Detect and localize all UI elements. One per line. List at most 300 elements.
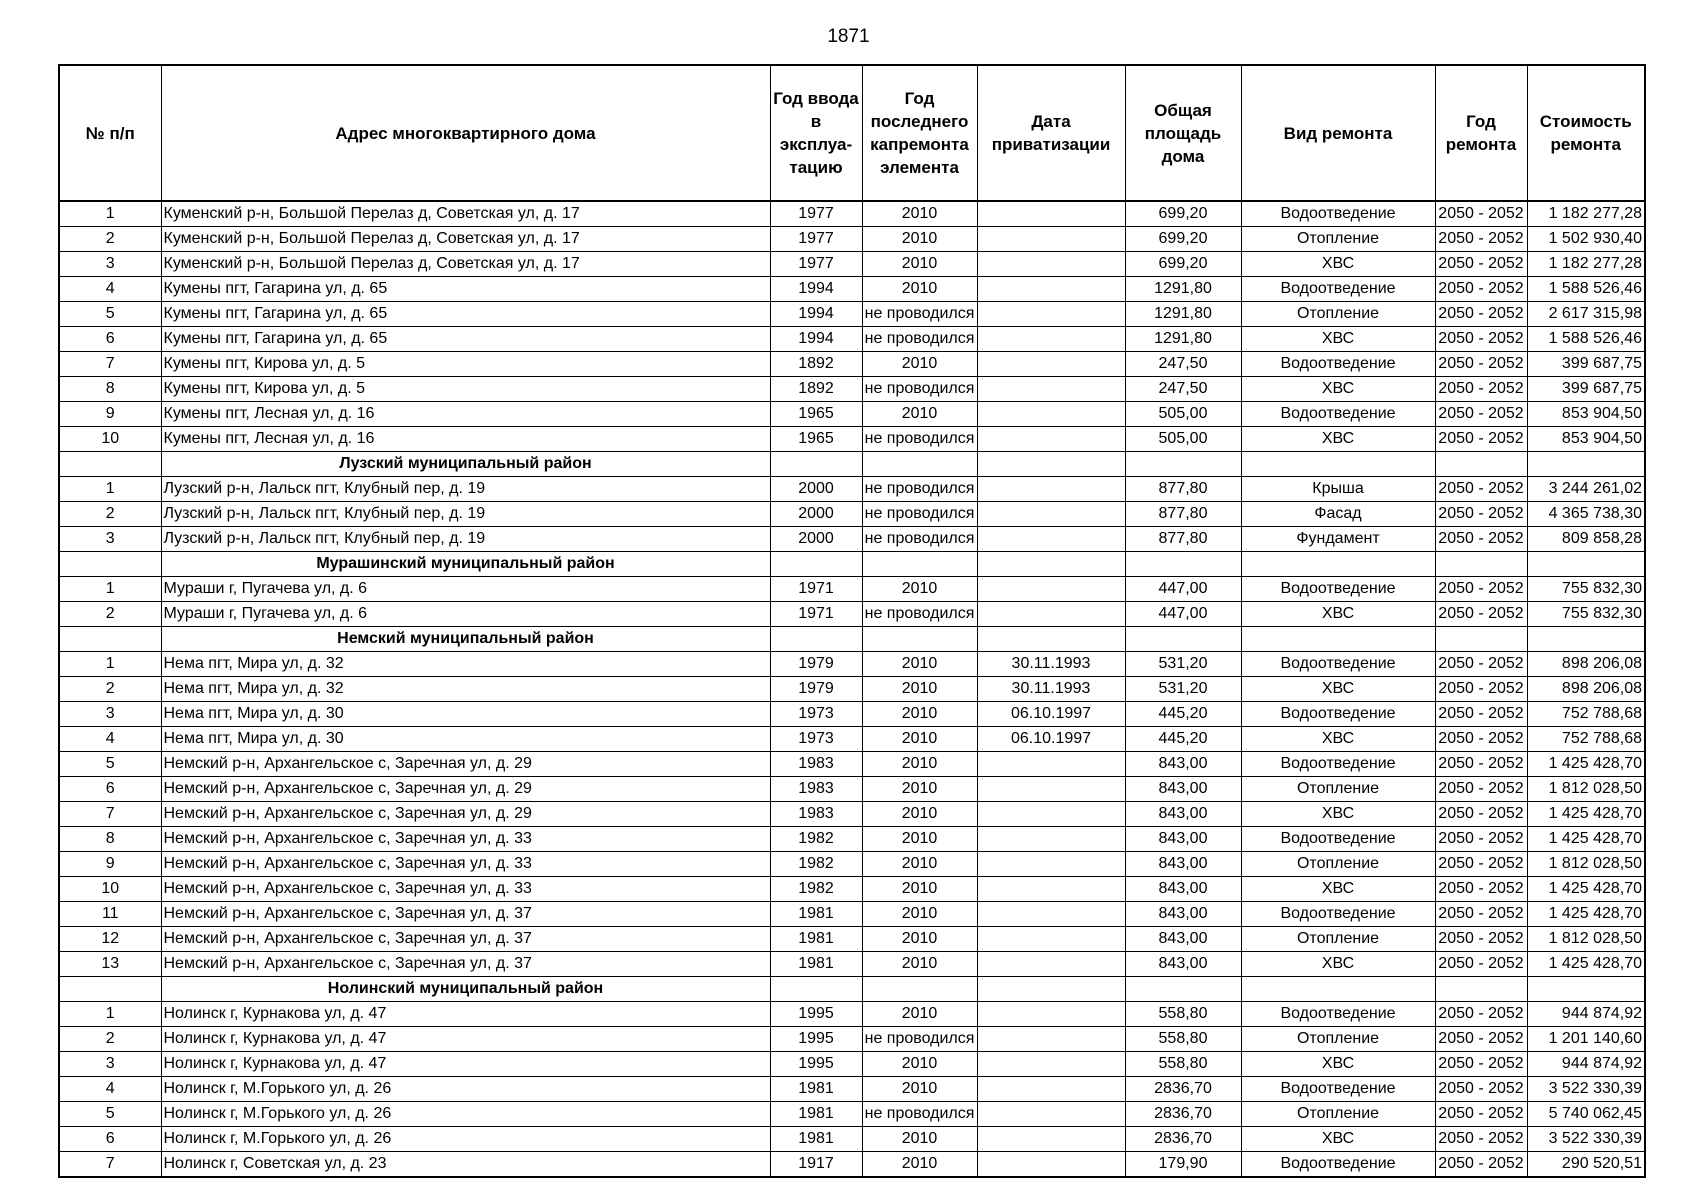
row-cost: 3 244 261,02 — [1527, 477, 1645, 502]
row-number: 3 — [59, 252, 161, 277]
row-address: Нема пгт, Мира ул, д. 32 — [161, 677, 770, 702]
row-year-built: 1981 — [770, 1102, 862, 1127]
row-address: Немский р-н, Архангельское с, Заречная ул, д. 33 — [161, 877, 770, 902]
row-cost: 2 617 315,98 — [1527, 302, 1645, 327]
table-row — [59, 752, 1645, 777]
row-repair-years: 2050 - 2052 — [1435, 602, 1527, 627]
row-last-repair-year: 2010 — [862, 952, 977, 977]
row-last-repair-year: 2010 — [862, 201, 977, 227]
row-address: Куменский р-н, Большой Перелаз д, Советская ул, д. 17 — [161, 252, 770, 277]
row-repair-years: 2050 - 2052 — [1435, 677, 1527, 702]
row-repair-type: ХВС — [1241, 1052, 1435, 1077]
row-privatization-date: 30.11.1993 — [977, 652, 1125, 677]
row-number: 1 — [59, 477, 161, 502]
row-total-area: 843,00 — [1125, 877, 1241, 902]
table-row — [59, 902, 1645, 927]
header-cost: Стоимость ремонта — [1527, 65, 1645, 201]
row-repair-years: 2050 - 2052 — [1435, 327, 1527, 352]
row-total-area: 505,00 — [1125, 402, 1241, 427]
section-title: Мурашинский муниципальный район — [161, 552, 770, 577]
table-row — [59, 852, 1645, 877]
row-number: 2 — [59, 502, 161, 527]
row-privatization-date — [977, 302, 1125, 327]
row-repair-years: 2050 - 2052 — [1435, 927, 1527, 952]
row-address: Нолинск г, Курнакова ул, д. 47 — [161, 1052, 770, 1077]
row-address: Немский р-н, Архангельское с, Заречная ул, д. 29 — [161, 802, 770, 827]
row-total-area: 2836,70 — [1125, 1077, 1241, 1102]
row-total-area: 699,20 — [1125, 252, 1241, 277]
table-row — [59, 802, 1645, 827]
row-total-area: 558,80 — [1125, 1002, 1241, 1027]
row-year-built: 1979 — [770, 677, 862, 702]
row-number: 6 — [59, 1127, 161, 1152]
row-total-area: 699,20 — [1125, 227, 1241, 252]
table-row — [59, 1127, 1645, 1152]
row-last-repair-year: 2010 — [862, 802, 977, 827]
row-repair-years: 2050 - 2052 — [1435, 752, 1527, 777]
header-year-built: Год ввода в эксплуа-тацию — [770, 65, 862, 201]
row-number: 1 — [59, 1002, 161, 1027]
row-last-repair-year: 2010 — [862, 252, 977, 277]
row-repair-type: Отопление — [1241, 227, 1435, 252]
row-total-area: 2836,70 — [1125, 1102, 1241, 1127]
section-empty-cell — [1435, 627, 1527, 652]
row-last-repair-year: 2010 — [862, 1002, 977, 1027]
table-row — [59, 677, 1645, 702]
table-row — [59, 252, 1645, 277]
row-address: Немский р-н, Архангельское с, Заречная ул, д. 29 — [161, 777, 770, 802]
row-last-repair-year: 2010 — [862, 902, 977, 927]
row-total-area: 445,20 — [1125, 702, 1241, 727]
row-repair-type: Водоотведение — [1241, 702, 1435, 727]
row-cost: 809 858,28 — [1527, 527, 1645, 552]
row-total-area: 843,00 — [1125, 952, 1241, 977]
section-empty-cell — [1435, 977, 1527, 1002]
row-total-area: 447,00 — [1125, 602, 1241, 627]
row-privatization-date — [977, 577, 1125, 602]
row-total-area: 877,80 — [1125, 477, 1241, 502]
row-last-repair-year: 2010 — [862, 727, 977, 752]
table-row — [59, 402, 1645, 427]
row-privatization-date — [977, 952, 1125, 977]
row-repair-type: Водоотведение — [1241, 1152, 1435, 1178]
section-row — [59, 452, 1645, 477]
table-row — [59, 827, 1645, 852]
row-address: Нолинск г, М.Горького ул, д. 26 — [161, 1077, 770, 1102]
row-privatization-date — [977, 827, 1125, 852]
row-repair-years: 2050 - 2052 — [1435, 1127, 1527, 1152]
row-address: Кумены пгт, Гагарина ул, д. 65 — [161, 302, 770, 327]
row-repair-years: 2050 - 2052 — [1435, 302, 1527, 327]
row-address: Куменский р-н, Большой Перелаз д, Советская ул, д. 17 — [161, 227, 770, 252]
row-repair-years: 2050 - 2052 — [1435, 577, 1527, 602]
row-cost: 1 425 428,70 — [1527, 827, 1645, 852]
row-year-built: 1892 — [770, 377, 862, 402]
row-last-repair-year: 2010 — [862, 827, 977, 852]
row-repair-years: 2050 - 2052 — [1435, 477, 1527, 502]
section-empty-cell — [862, 552, 977, 577]
row-total-area: 531,20 — [1125, 652, 1241, 677]
section-empty-cell — [770, 977, 862, 1002]
row-repair-years: 2050 - 2052 — [1435, 1102, 1527, 1127]
table-row — [59, 702, 1645, 727]
repair-registry-table — [58, 64, 1646, 1178]
section-empty-cell — [1527, 627, 1645, 652]
section-empty-cell — [977, 627, 1125, 652]
row-repair-years: 2050 - 2052 — [1435, 252, 1527, 277]
row-address: Нолинск г, М.Горького ул, д. 26 — [161, 1127, 770, 1152]
row-cost: 290 520,51 — [1527, 1152, 1645, 1178]
row-year-built: 1965 — [770, 427, 862, 452]
row-cost: 752 788,68 — [1527, 727, 1645, 752]
row-year-built: 1994 — [770, 277, 862, 302]
row-privatization-date — [977, 252, 1125, 277]
row-year-built: 1977 — [770, 201, 862, 227]
row-address: Нолинск г, М.Горького ул, д. 26 — [161, 1102, 770, 1127]
row-year-built: 1995 — [770, 1027, 862, 1052]
table-row — [59, 777, 1645, 802]
section-empty-cell — [770, 627, 862, 652]
section-empty-cell — [1435, 452, 1527, 477]
row-total-area: 843,00 — [1125, 752, 1241, 777]
row-repair-years: 2050 - 2052 — [1435, 1152, 1527, 1178]
row-year-built: 1973 — [770, 727, 862, 752]
row-address: Нолинск г, Курнакова ул, д. 47 — [161, 1027, 770, 1052]
row-cost: 1 425 428,70 — [1527, 877, 1645, 902]
row-number: 7 — [59, 802, 161, 827]
table-row — [59, 352, 1645, 377]
row-address: Мураши г, Пугачева ул, д. 6 — [161, 602, 770, 627]
row-year-built: 1917 — [770, 1152, 862, 1178]
section-empty-cell — [1125, 977, 1241, 1002]
row-repair-type: Водоотведение — [1241, 352, 1435, 377]
row-privatization-date — [977, 527, 1125, 552]
row-privatization-date — [977, 1127, 1125, 1152]
row-year-built: 1977 — [770, 227, 862, 252]
table-row — [59, 1152, 1645, 1178]
row-last-repair-year: 2010 — [862, 702, 977, 727]
row-last-repair-year: не проводился — [862, 1027, 977, 1052]
table-row — [59, 227, 1645, 252]
row-cost: 853 904,50 — [1527, 427, 1645, 452]
row-number: 9 — [59, 852, 161, 877]
table-row — [59, 927, 1645, 952]
row-address: Немский р-н, Архангельское с, Заречная ул, д. 29 — [161, 752, 770, 777]
section-empty-cell — [1125, 552, 1241, 577]
row-privatization-date — [977, 427, 1125, 452]
row-number: 6 — [59, 777, 161, 802]
row-repair-years: 2050 - 2052 — [1435, 527, 1527, 552]
row-address: Кумены пгт, Гагарина ул, д. 65 — [161, 277, 770, 302]
row-number: 2 — [59, 227, 161, 252]
row-repair-type: Отопление — [1241, 852, 1435, 877]
row-number: 13 — [59, 952, 161, 977]
row-year-built: 2000 — [770, 527, 862, 552]
row-number: 1 — [59, 577, 161, 602]
row-cost: 1 425 428,70 — [1527, 952, 1645, 977]
row-repair-years: 2050 - 2052 — [1435, 802, 1527, 827]
row-number: 4 — [59, 277, 161, 302]
row-last-repair-year: не проводился — [862, 502, 977, 527]
row-privatization-date — [977, 1077, 1125, 1102]
table-row — [59, 602, 1645, 627]
row-repair-years: 2050 - 2052 — [1435, 277, 1527, 302]
row-privatization-date — [977, 777, 1125, 802]
row-privatization-date — [977, 352, 1125, 377]
row-year-built: 1981 — [770, 902, 862, 927]
row-repair-type: Отопление — [1241, 1027, 1435, 1052]
row-address: Нема пгт, Мира ул, д. 30 — [161, 702, 770, 727]
row-total-area: 1291,80 — [1125, 302, 1241, 327]
row-address: Лузский р-н, Лальск пгт, Клубный пер, д. 19 — [161, 477, 770, 502]
row-year-built: 1977 — [770, 252, 862, 277]
table-row — [59, 652, 1645, 677]
section-empty-cell — [1527, 552, 1645, 577]
row-privatization-date — [977, 1052, 1125, 1077]
row-repair-type: Отопление — [1241, 302, 1435, 327]
row-repair-years: 2050 - 2052 — [1435, 852, 1527, 877]
row-cost: 1 201 140,60 — [1527, 1027, 1645, 1052]
row-repair-type: ХВС — [1241, 602, 1435, 627]
row-address: Кумены пгт, Гагарина ул, д. 65 — [161, 327, 770, 352]
section-row — [59, 627, 1645, 652]
row-number: 11 — [59, 902, 161, 927]
row-repair-type: Отопление — [1241, 927, 1435, 952]
row-number: 3 — [59, 527, 161, 552]
row-privatization-date — [977, 402, 1125, 427]
row-repair-type: Водоотведение — [1241, 201, 1435, 227]
row-address: Немский р-н, Архангельское с, Заречная ул, д. 37 — [161, 952, 770, 977]
page-number: 1871 — [827, 26, 870, 47]
table-row — [59, 577, 1645, 602]
table-row — [59, 1102, 1645, 1127]
section-empty-cell — [1527, 452, 1645, 477]
row-year-built: 1981 — [770, 927, 862, 952]
row-last-repair-year: 2010 — [862, 277, 977, 302]
row-year-built: 1971 — [770, 602, 862, 627]
row-number: 9 — [59, 402, 161, 427]
section-empty-cell — [1241, 627, 1435, 652]
row-total-area: 843,00 — [1125, 802, 1241, 827]
row-repair-type: Фундамент — [1241, 527, 1435, 552]
row-repair-type: ХВС — [1241, 1127, 1435, 1152]
row-last-repair-year: не проводился — [862, 377, 977, 402]
row-number: 1 — [59, 652, 161, 677]
row-total-area: 505,00 — [1125, 427, 1241, 452]
row-cost: 3 522 330,39 — [1527, 1077, 1645, 1102]
row-repair-type: Водоотведение — [1241, 402, 1435, 427]
row-repair-type: ХВС — [1241, 727, 1435, 752]
row-repair-years: 2050 - 2052 — [1435, 952, 1527, 977]
section-empty-cell — [59, 552, 161, 577]
row-cost: 399 687,75 — [1527, 377, 1645, 402]
row-cost: 1 588 526,46 — [1527, 277, 1645, 302]
row-number: 2 — [59, 677, 161, 702]
row-last-repair-year: не проводился — [862, 1102, 977, 1127]
row-cost: 944 874,92 — [1527, 1052, 1645, 1077]
header-repair-years: Год ремонта — [1435, 65, 1527, 201]
row-number: 10 — [59, 877, 161, 902]
row-last-repair-year: 2010 — [862, 227, 977, 252]
row-last-repair-year: не проводился — [862, 327, 977, 352]
section-empty-cell — [1241, 452, 1435, 477]
section-empty-cell — [770, 452, 862, 477]
row-repair-type: Водоотведение — [1241, 577, 1435, 602]
table-row — [59, 302, 1645, 327]
row-number: 10 — [59, 427, 161, 452]
row-repair-type: Водоотведение — [1241, 277, 1435, 302]
row-total-area: 843,00 — [1125, 827, 1241, 852]
row-last-repair-year: 2010 — [862, 402, 977, 427]
row-total-area: 445,20 — [1125, 727, 1241, 752]
row-privatization-date — [977, 1102, 1125, 1127]
row-address: Немский р-н, Архангельское с, Заречная ул, д. 33 — [161, 852, 770, 877]
table-row — [59, 527, 1645, 552]
row-repair-type: Водоотведение — [1241, 752, 1435, 777]
row-cost: 853 904,50 — [1527, 402, 1645, 427]
row-privatization-date — [977, 1152, 1125, 1178]
row-number: 8 — [59, 377, 161, 402]
section-title: Немский муниципальный район — [161, 627, 770, 652]
row-cost: 1 425 428,70 — [1527, 902, 1645, 927]
row-year-built: 1979 — [770, 652, 862, 677]
section-empty-cell — [770, 552, 862, 577]
header-repair-type: Вид ремонта — [1241, 65, 1435, 201]
row-repair-years: 2050 - 2052 — [1435, 727, 1527, 752]
row-privatization-date — [977, 852, 1125, 877]
row-cost: 4 365 738,30 — [1527, 502, 1645, 527]
row-total-area: 1291,80 — [1125, 277, 1241, 302]
row-privatization-date — [977, 377, 1125, 402]
row-cost: 1 182 277,28 — [1527, 252, 1645, 277]
row-year-built: 1983 — [770, 802, 862, 827]
row-address: Немский р-н, Архангельское с, Заречная ул, д. 37 — [161, 927, 770, 952]
row-repair-years: 2050 - 2052 — [1435, 652, 1527, 677]
row-last-repair-year: 2010 — [862, 577, 977, 602]
section-empty-cell — [59, 977, 161, 1002]
row-address: Нема пгт, Мира ул, д. 32 — [161, 652, 770, 677]
row-repair-years: 2050 - 2052 — [1435, 402, 1527, 427]
row-last-repair-year: 2010 — [862, 1077, 977, 1102]
row-cost: 1 425 428,70 — [1527, 752, 1645, 777]
row-year-built: 1983 — [770, 752, 862, 777]
row-privatization-date — [977, 877, 1125, 902]
row-last-repair-year: 2010 — [862, 927, 977, 952]
section-empty-cell — [862, 977, 977, 1002]
row-year-built: 1995 — [770, 1052, 862, 1077]
table-row — [59, 952, 1645, 977]
row-year-built: 1965 — [770, 402, 862, 427]
row-cost: 898 206,08 — [1527, 677, 1645, 702]
row-year-built: 1981 — [770, 952, 862, 977]
row-number: 2 — [59, 1027, 161, 1052]
row-cost: 1 812 028,50 — [1527, 777, 1645, 802]
row-repair-type: Водоотведение — [1241, 652, 1435, 677]
row-last-repair-year: 2010 — [862, 1152, 977, 1178]
table-row — [59, 1002, 1645, 1027]
section-empty-cell — [977, 452, 1125, 477]
row-year-built: 1982 — [770, 827, 862, 852]
row-number: 12 — [59, 927, 161, 952]
section-empty-cell — [862, 452, 977, 477]
row-repair-years: 2050 - 2052 — [1435, 502, 1527, 527]
row-total-area: 247,50 — [1125, 352, 1241, 377]
row-last-repair-year: не проводился — [862, 477, 977, 502]
section-empty-cell — [862, 627, 977, 652]
row-last-repair-year: 2010 — [862, 652, 977, 677]
row-year-built: 1994 — [770, 302, 862, 327]
row-total-area: 1291,80 — [1125, 327, 1241, 352]
section-empty-cell — [1125, 627, 1241, 652]
header-total-area: Общая площадь дома — [1125, 65, 1241, 201]
row-number: 3 — [59, 1052, 161, 1077]
header-num: № п/п — [59, 65, 161, 201]
section-empty-cell — [59, 627, 161, 652]
row-address: Мураши г, Пугачева ул, д. 6 — [161, 577, 770, 602]
row-repair-years: 2050 - 2052 — [1435, 377, 1527, 402]
row-repair-type: ХВС — [1241, 877, 1435, 902]
row-year-built: 1892 — [770, 352, 862, 377]
row-repair-years: 2050 - 2052 — [1435, 1077, 1527, 1102]
row-cost: 944 874,92 — [1527, 1002, 1645, 1027]
row-cost: 1 425 428,70 — [1527, 802, 1645, 827]
row-number: 5 — [59, 1102, 161, 1127]
row-total-area: 447,00 — [1125, 577, 1241, 602]
row-cost: 1 588 526,46 — [1527, 327, 1645, 352]
row-repair-type: ХВС — [1241, 327, 1435, 352]
row-total-area: 843,00 — [1125, 902, 1241, 927]
section-empty-cell — [977, 977, 1125, 1002]
row-last-repair-year: 2010 — [862, 1127, 977, 1152]
row-privatization-date — [977, 477, 1125, 502]
section-row — [59, 977, 1645, 1002]
row-year-built: 1981 — [770, 1127, 862, 1152]
row-repair-type: Крыша — [1241, 477, 1435, 502]
row-number: 8 — [59, 827, 161, 852]
row-privatization-date — [977, 1002, 1125, 1027]
table-row — [59, 877, 1645, 902]
table-row — [59, 201, 1645, 227]
row-repair-years: 2050 - 2052 — [1435, 827, 1527, 852]
table-row — [59, 1077, 1645, 1102]
row-repair-years: 2050 - 2052 — [1435, 777, 1527, 802]
row-address: Кумены пгт, Лесная ул, д. 16 — [161, 402, 770, 427]
table-row — [59, 477, 1645, 502]
row-total-area: 2836,70 — [1125, 1127, 1241, 1152]
row-repair-type: Водоотведение — [1241, 902, 1435, 927]
row-repair-years: 2050 - 2052 — [1435, 1027, 1527, 1052]
row-number: 3 — [59, 702, 161, 727]
row-year-built: 1971 — [770, 577, 862, 602]
row-repair-type: ХВС — [1241, 677, 1435, 702]
row-total-area: 843,00 — [1125, 777, 1241, 802]
row-last-repair-year: 2010 — [862, 752, 977, 777]
row-cost: 1 502 930,40 — [1527, 227, 1645, 252]
row-cost: 752 788,68 — [1527, 702, 1645, 727]
header-row — [59, 65, 1645, 201]
row-privatization-date — [977, 227, 1125, 252]
row-cost: 3 522 330,39 — [1527, 1127, 1645, 1152]
row-repair-type: ХВС — [1241, 427, 1435, 452]
row-repair-type: Водоотведение — [1241, 827, 1435, 852]
row-last-repair-year: не проводился — [862, 602, 977, 627]
table-body — [59, 201, 1645, 1177]
row-address: Нолинск г, Советская ул, д. 23 — [161, 1152, 770, 1178]
section-title: Лузский муниципальный район — [161, 452, 770, 477]
row-repair-years: 2050 - 2052 — [1435, 702, 1527, 727]
row-privatization-date: 06.10.1997 — [977, 727, 1125, 752]
row-repair-type: Фасад — [1241, 502, 1435, 527]
